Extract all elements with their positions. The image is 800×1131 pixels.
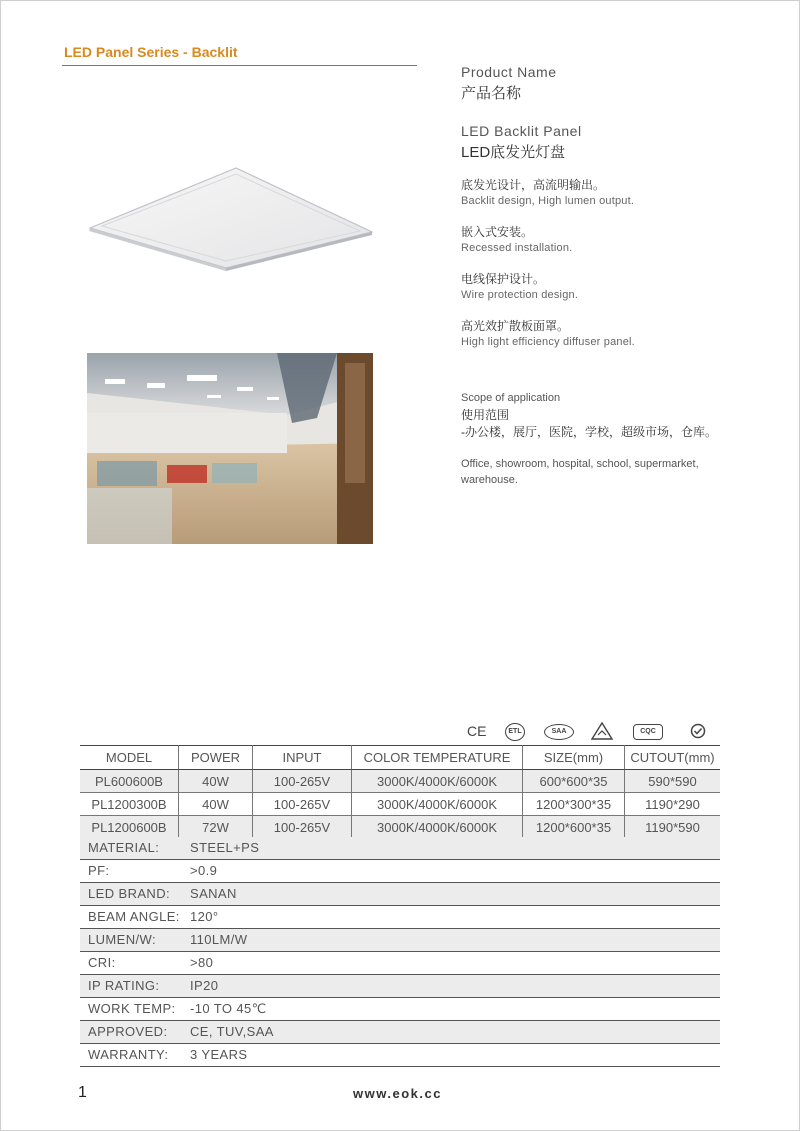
attr-warranty <box>80 1044 720 1067</box>
attr-approved <box>80 1021 720 1044</box>
attr-value: SANAN <box>190 886 237 901</box>
table-cell: 100-265V <box>253 793 352 816</box>
rohs-mark-icon <box>690 723 706 739</box>
section-title: LED Panel Series - Backlit <box>64 44 238 60</box>
attr-key: BEAM ANGLE: <box>88 909 180 924</box>
attr-cri <box>80 952 720 975</box>
attr-value: IP20 <box>190 978 219 993</box>
table-cell: PL1200300B <box>80 793 179 816</box>
attr-beam-angle <box>80 906 720 929</box>
attr-work-temp <box>80 998 720 1021</box>
attr-key: PF: <box>88 863 110 878</box>
led-panel-product-image <box>86 160 376 272</box>
product-name-label-cn: 产品名称 <box>461 85 522 102</box>
table-cell: 100-265V <box>253 816 352 839</box>
col-power-header: POWER <box>179 746 253 770</box>
attr-value: 110LM/W <box>190 932 248 947</box>
attribute-list <box>80 837 720 1067</box>
table-cell: PL1200600B <box>80 816 179 839</box>
attr-ip-rating <box>80 975 720 998</box>
attr-pf <box>80 860 720 883</box>
scope-list-en: Office, showroom, hospital, school, supermarket, warehouse. <box>461 458 699 486</box>
attr-key: MATERIAL: <box>88 840 160 855</box>
attr-value: STEEL+PS <box>190 840 260 855</box>
attr-material <box>80 837 720 860</box>
attr-led-brand <box>80 883 720 906</box>
attr-key: CRI: <box>88 955 116 970</box>
feature-en: Recessed installation. <box>461 242 573 254</box>
attr-value: >80 <box>190 955 214 970</box>
title-divider <box>62 65 417 66</box>
ce-mark-icon: CE <box>467 723 487 739</box>
feature-item <box>461 176 761 207</box>
attr-lumen-per-watt <box>80 929 720 952</box>
product-name: LED Backlit Panel <box>461 123 582 139</box>
table-cell: 1190*290 <box>625 793 721 816</box>
table-cell: 72W <box>179 816 253 839</box>
attr-value: CE, TUV,SAA <box>190 1024 274 1039</box>
scope-label: Scope of application <box>461 392 561 404</box>
feature-en: Wire protection design. <box>461 289 579 301</box>
attr-value: 3 YEARS <box>190 1047 248 1062</box>
feature-item <box>461 317 761 348</box>
feature-item <box>461 223 761 254</box>
table-header-row <box>80 746 720 770</box>
product-name-cn: LED底发光灯盘 <box>461 144 566 161</box>
feature-en: High light efficiency diffuser panel. <box>461 336 635 348</box>
attr-key: IP RATING: <box>88 978 160 993</box>
table-cell: 40W <box>179 770 253 793</box>
table-cell: 3000K/4000K/6000K <box>352 816 523 839</box>
feature-cn: 嵌入式安装。 <box>461 225 534 239</box>
table-cell: 100-265V <box>253 770 352 793</box>
table-cell: 590*590 <box>625 770 721 793</box>
feature-en: Backlit design, High lumen output. <box>461 195 635 207</box>
table-cell: 1200*300*35 <box>523 793 625 816</box>
col-cutout-header: CUTOUT(mm) <box>625 746 721 770</box>
attr-value: -10 TO 45℃ <box>190 1001 267 1016</box>
attr-key: WORK TEMP: <box>88 1001 176 1016</box>
scope-of-application <box>461 390 761 488</box>
col-model-header: MODEL <box>80 746 179 770</box>
attr-key: APPROVED: <box>88 1024 168 1039</box>
table-cell: 3000K/4000K/6000K <box>352 793 523 816</box>
attr-key: LUMEN/W: <box>88 932 156 947</box>
spec-table <box>80 745 720 839</box>
table-row <box>80 793 720 816</box>
feature-cn: 底发光设计，高流明输出。 <box>461 178 606 192</box>
attr-key: LED BRAND: <box>88 886 171 901</box>
feature-item <box>461 270 761 301</box>
attr-value: 120° <box>190 909 219 924</box>
table-cell: 40W <box>179 793 253 816</box>
col-input-header: INPUT <box>253 746 352 770</box>
col-color-temp-header: COLOR TEMPERATURE <box>352 746 523 770</box>
website-url: www.eok.cc <box>353 1086 442 1101</box>
office-application-photo <box>87 353 373 544</box>
feature-cn: 高光效扩散板面罩。 <box>461 319 570 333</box>
etl-mark-icon: ETL <box>505 723 525 741</box>
scope-list-cn: -办公楼，展厅，医院，学校，超级市场，仓库。 <box>461 425 717 439</box>
cqc-mark-icon: CQC <box>633 724 663 740</box>
table-cell: PL600600B <box>80 770 179 793</box>
table-row <box>80 816 720 839</box>
scope-label-cn: 使用范围 <box>461 408 510 422</box>
feature-cn: 电线保护设计。 <box>461 272 546 286</box>
table-cell: 1200*600*35 <box>523 816 625 839</box>
page-number: 1 <box>78 1084 87 1101</box>
attr-key: WARRANTY: <box>88 1047 169 1062</box>
table-cell: 1190*590 <box>625 816 721 839</box>
attr-value: >0.9 <box>190 863 218 878</box>
col-size-header: SIZE(mm) <box>523 746 625 770</box>
rcm-mark-icon <box>591 722 613 740</box>
table-row <box>80 770 720 793</box>
saa-mark-icon: SAA <box>544 724 574 740</box>
table-cell: 3000K/4000K/6000K <box>352 770 523 793</box>
product-name-label: Product Name <box>461 64 557 80</box>
table-cell: 600*600*35 <box>523 770 625 793</box>
